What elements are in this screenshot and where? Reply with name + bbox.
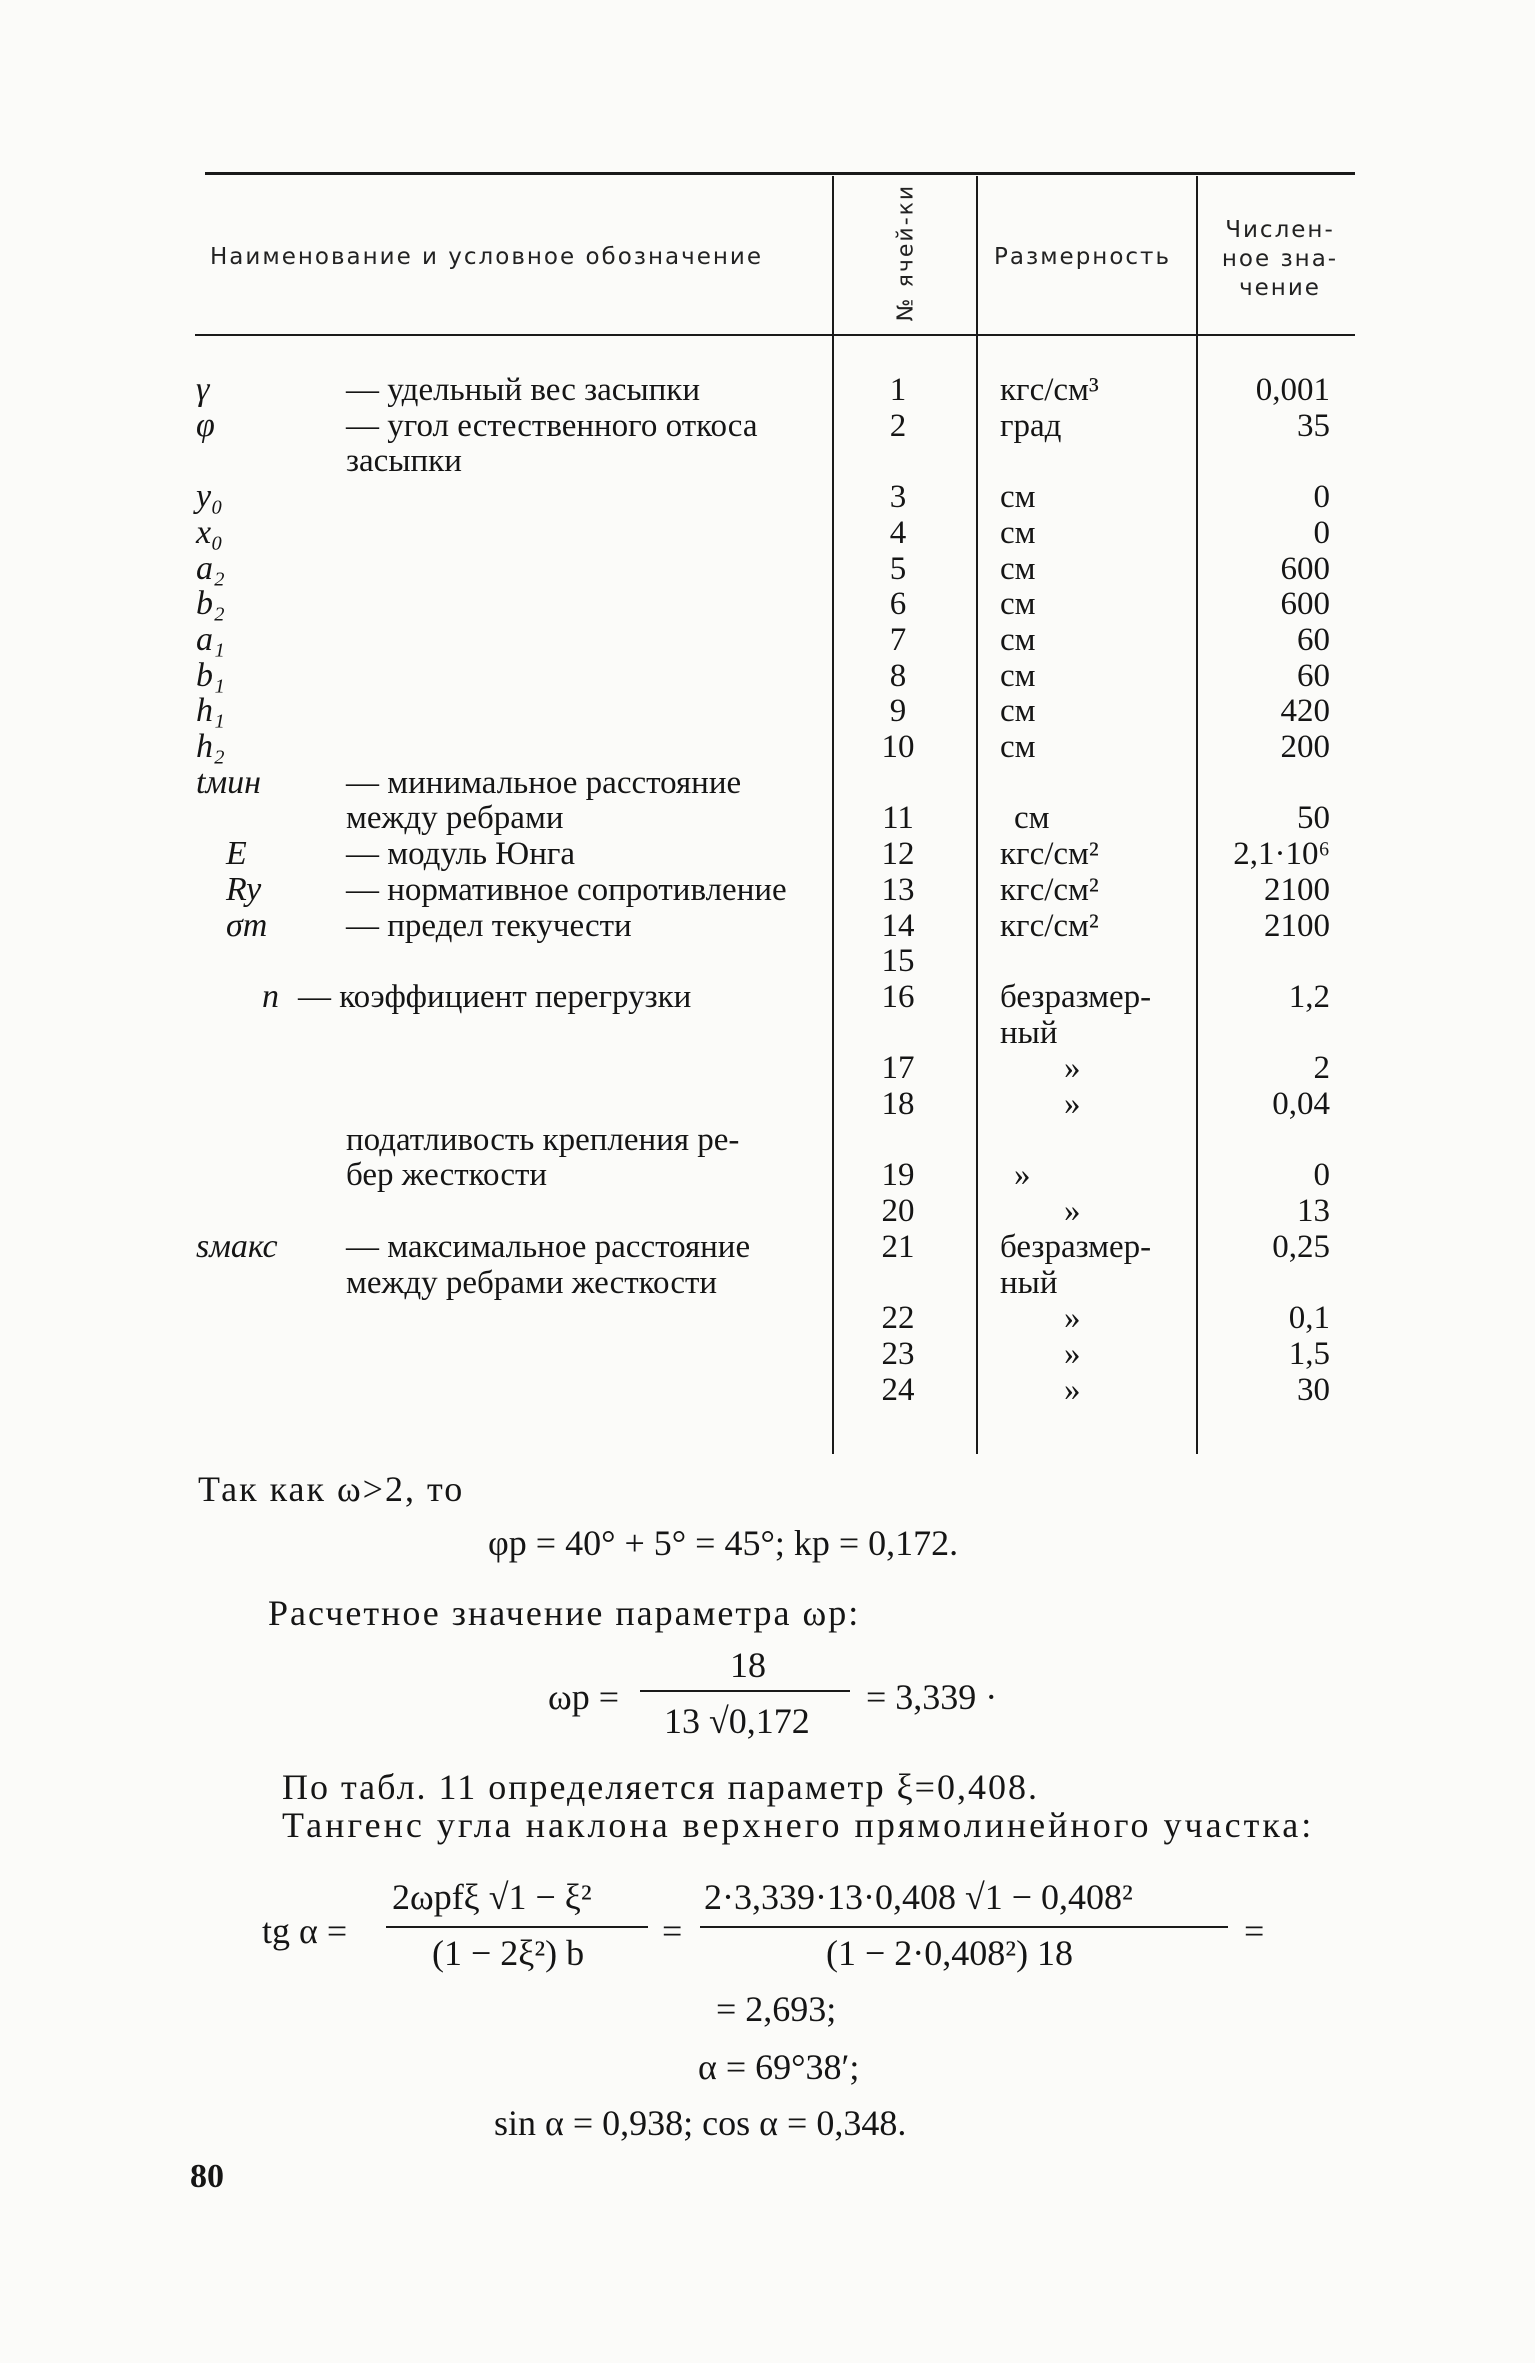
row-number: 1 — [889, 372, 907, 408]
row-unit: безразмер- — [1000, 978, 1152, 1015]
table-col-divider-1 — [832, 176, 834, 1454]
row-number: 22 — [881, 1300, 915, 1337]
page-number: 80 — [190, 2158, 224, 2195]
paragraph-omega: Расчетное значение параметра ωр: — [268, 1593, 861, 1633]
row-symbol: σт — [226, 906, 268, 944]
table-col-divider-2 — [976, 176, 978, 1454]
header-unit: Размерность — [994, 244, 1172, 270]
row-symbol: n — [262, 977, 279, 1015]
row-desc: — удельный вес засыпки — [346, 372, 700, 408]
row-unit: » — [1014, 1157, 1031, 1194]
row-number: 16 — [881, 978, 915, 1015]
row-unit: см — [1000, 621, 1036, 658]
eq3-denominator-1: (1 − 2ξ²) b — [432, 1933, 585, 1973]
eq3-lhs: tg α = — [262, 1911, 348, 1951]
paragraph-so: Так как ω>2, то — [198, 1469, 465, 1509]
row-unit: см — [1000, 514, 1036, 551]
row-desc-2: бер жесткости — [346, 1157, 548, 1194]
header-value: Числен-ное зна-чение — [1221, 217, 1339, 301]
row-desc: податливость крепления ре- — [346, 1121, 740, 1158]
eq3-fraction-bar-1 — [386, 1926, 648, 1928]
row-symbol: h₁ — [196, 692, 225, 730]
row-number: 5 — [889, 550, 907, 587]
row-value: 2100 — [1264, 871, 1330, 908]
row-value: 50 — [1297, 800, 1330, 837]
eq2-denominator: 13 √0,172 — [664, 1701, 810, 1741]
row-number: 20 — [881, 1193, 915, 1230]
row-number: 6 — [889, 586, 907, 623]
row-symbol: y₀ — [196, 478, 223, 516]
header-cell-number: № ячей-ки — [893, 183, 919, 322]
eq3-denominator-2: (1 − 2·0,408²) 18 — [826, 1933, 1074, 1973]
row-unit: град — [1000, 407, 1062, 444]
eq2-rhs: = 3,339 · — [866, 1677, 998, 1717]
row-symbol: b₁ — [196, 656, 225, 694]
row-symbol: γ — [196, 371, 210, 408]
row-value: 0 — [1313, 514, 1330, 551]
row-unit: » — [1064, 1371, 1081, 1408]
row-value: 200 — [1280, 729, 1330, 765]
row-value: 1,2 — [1288, 978, 1330, 1015]
row-number: 18 — [881, 1086, 915, 1122]
row-value: 0,25 — [1272, 1228, 1330, 1265]
row-desc: — максимальное расстояние — [346, 1228, 751, 1265]
row-value: 60 — [1297, 621, 1330, 658]
row-value: 0,1 — [1288, 1300, 1330, 1337]
row-desc-2: между ребрами — [346, 800, 564, 837]
row-unit: » — [1064, 1335, 1081, 1372]
header-name: Наименование и условное обозначение — [210, 244, 764, 270]
row-number: 11 — [882, 800, 914, 837]
row-number: 24 — [881, 1371, 915, 1408]
row-value: 600 — [1280, 586, 1330, 623]
row-value: 0,001 — [1255, 372, 1330, 408]
equation-sin-cos: sin α = 0,938; cos α = 0,348. — [494, 2103, 907, 2143]
row-symbol: sмакс — [196, 1227, 278, 1265]
row-value: 2 — [1313, 1050, 1330, 1087]
row-unit: см — [1000, 657, 1036, 694]
row-symbol: x₀ — [196, 513, 223, 551]
row-desc-2: между ребрами жесткости — [346, 1264, 718, 1301]
row-unit: см — [1000, 550, 1036, 587]
eq3-fraction-bar-2 — [700, 1926, 1228, 1928]
row-number: 10 — [881, 729, 915, 765]
row-number: 17 — [881, 1050, 915, 1087]
row-unit: » — [1064, 1050, 1081, 1087]
row-number: 9 — [889, 693, 907, 730]
row-number: 8 — [889, 657, 907, 694]
equation-alpha: α = 69°38′; — [698, 2047, 860, 2087]
row-value: 1,5 — [1288, 1335, 1330, 1372]
row-number: 19 — [881, 1157, 915, 1194]
row-value: 0,04 — [1272, 1086, 1330, 1122]
eq3-equals: = — [662, 1911, 683, 1951]
row-number: 23 — [881, 1335, 915, 1372]
row-value: 600 — [1280, 550, 1330, 587]
row-value: 420 — [1280, 693, 1330, 730]
row-value: 35 — [1297, 407, 1330, 444]
row-value: 0 — [1313, 1157, 1330, 1194]
row-unit: кгс/см² — [1000, 871, 1099, 908]
row-unit: см — [1000, 693, 1036, 730]
row-number: 15 — [881, 943, 915, 980]
eq3-numerator-2: 2·3,339·13·0,408 √1 − 0,408² — [704, 1877, 1133, 1917]
row-desc: — минимальное расстояние — [346, 764, 742, 801]
row-number: 12 — [881, 836, 915, 873]
row-symbol: h₂ — [196, 728, 225, 765]
row-desc-2: засыпки — [346, 443, 462, 480]
row-unit: » — [1064, 1086, 1081, 1122]
row-desc: — угол естественного откоса — [346, 407, 758, 444]
row-value: 2100 — [1264, 907, 1330, 944]
row-unit: » — [1064, 1300, 1081, 1337]
row-value: 2,1·10⁶ — [1233, 836, 1330, 873]
row-number: 13 — [881, 871, 915, 908]
row-unit-2: ный — [1000, 1014, 1058, 1051]
row-symbol: a₁ — [196, 620, 225, 658]
row-unit: кгс/см² — [1000, 907, 1099, 944]
row-symbol: E — [226, 835, 247, 873]
row-desc: — предел текучести — [346, 907, 632, 944]
row-symbol: a₂ — [196, 549, 225, 587]
row-value: 30 — [1297, 1371, 1330, 1408]
paragraph-tangent: Тангенс угла наклона верхнего прямолинейного участка: — [282, 1805, 1315, 1845]
table-header-rule — [195, 334, 1355, 336]
row-unit: кгс/см² — [1000, 836, 1099, 873]
equation-tg-result: = 2,693; — [716, 1989, 837, 2029]
paragraph-table11: По табл. 11 определяется параметр ξ=0,408. — [282, 1767, 1039, 1807]
row-unit: » — [1064, 1193, 1081, 1230]
row-unit: безразмер- — [1000, 1228, 1152, 1265]
row-number: 2 — [889, 407, 907, 444]
row-unit-2: ный — [1000, 1264, 1058, 1301]
row-number: 4 — [889, 514, 907, 551]
row-unit: см — [1000, 586, 1036, 623]
row-desc: — модуль Юнга — [346, 836, 576, 873]
row-number: 14 — [881, 907, 915, 944]
row-number: 7 — [889, 621, 907, 658]
row-desc: — коэффициент перегрузки — [298, 978, 692, 1015]
row-unit: см — [1000, 479, 1036, 516]
eq3-numerator-1: 2ωрfξ √1 − ξ² — [392, 1877, 592, 1917]
row-value: 60 — [1297, 657, 1330, 694]
row-number: 3 — [889, 479, 907, 516]
row-number: 21 — [881, 1228, 915, 1265]
table-top-rule — [205, 172, 1355, 175]
table-col-divider-3 — [1196, 176, 1198, 1454]
row-symbol: tмин — [196, 763, 262, 801]
eq2-fraction-bar — [640, 1690, 850, 1692]
row-symbol: b₂ — [196, 585, 225, 623]
eq2-numerator: 18 — [730, 1645, 766, 1685]
row-desc: — нормативное сопротивление — [346, 871, 787, 908]
row-unit: см — [1000, 729, 1036, 765]
equation-phi: φр = 40° + 5° = 45°; kр = 0,172. — [488, 1523, 959, 1563]
row-symbol: Ry — [226, 870, 262, 908]
row-unit: см — [1014, 800, 1050, 837]
row-value: 0 — [1313, 479, 1330, 516]
eq2-lhs: ωр = — [548, 1677, 619, 1717]
row-symbol: φ — [196, 406, 215, 444]
eq3-end: = — [1244, 1911, 1265, 1951]
row-unit: кгс/см³ — [1000, 372, 1099, 408]
row-value: 13 — [1297, 1193, 1330, 1230]
